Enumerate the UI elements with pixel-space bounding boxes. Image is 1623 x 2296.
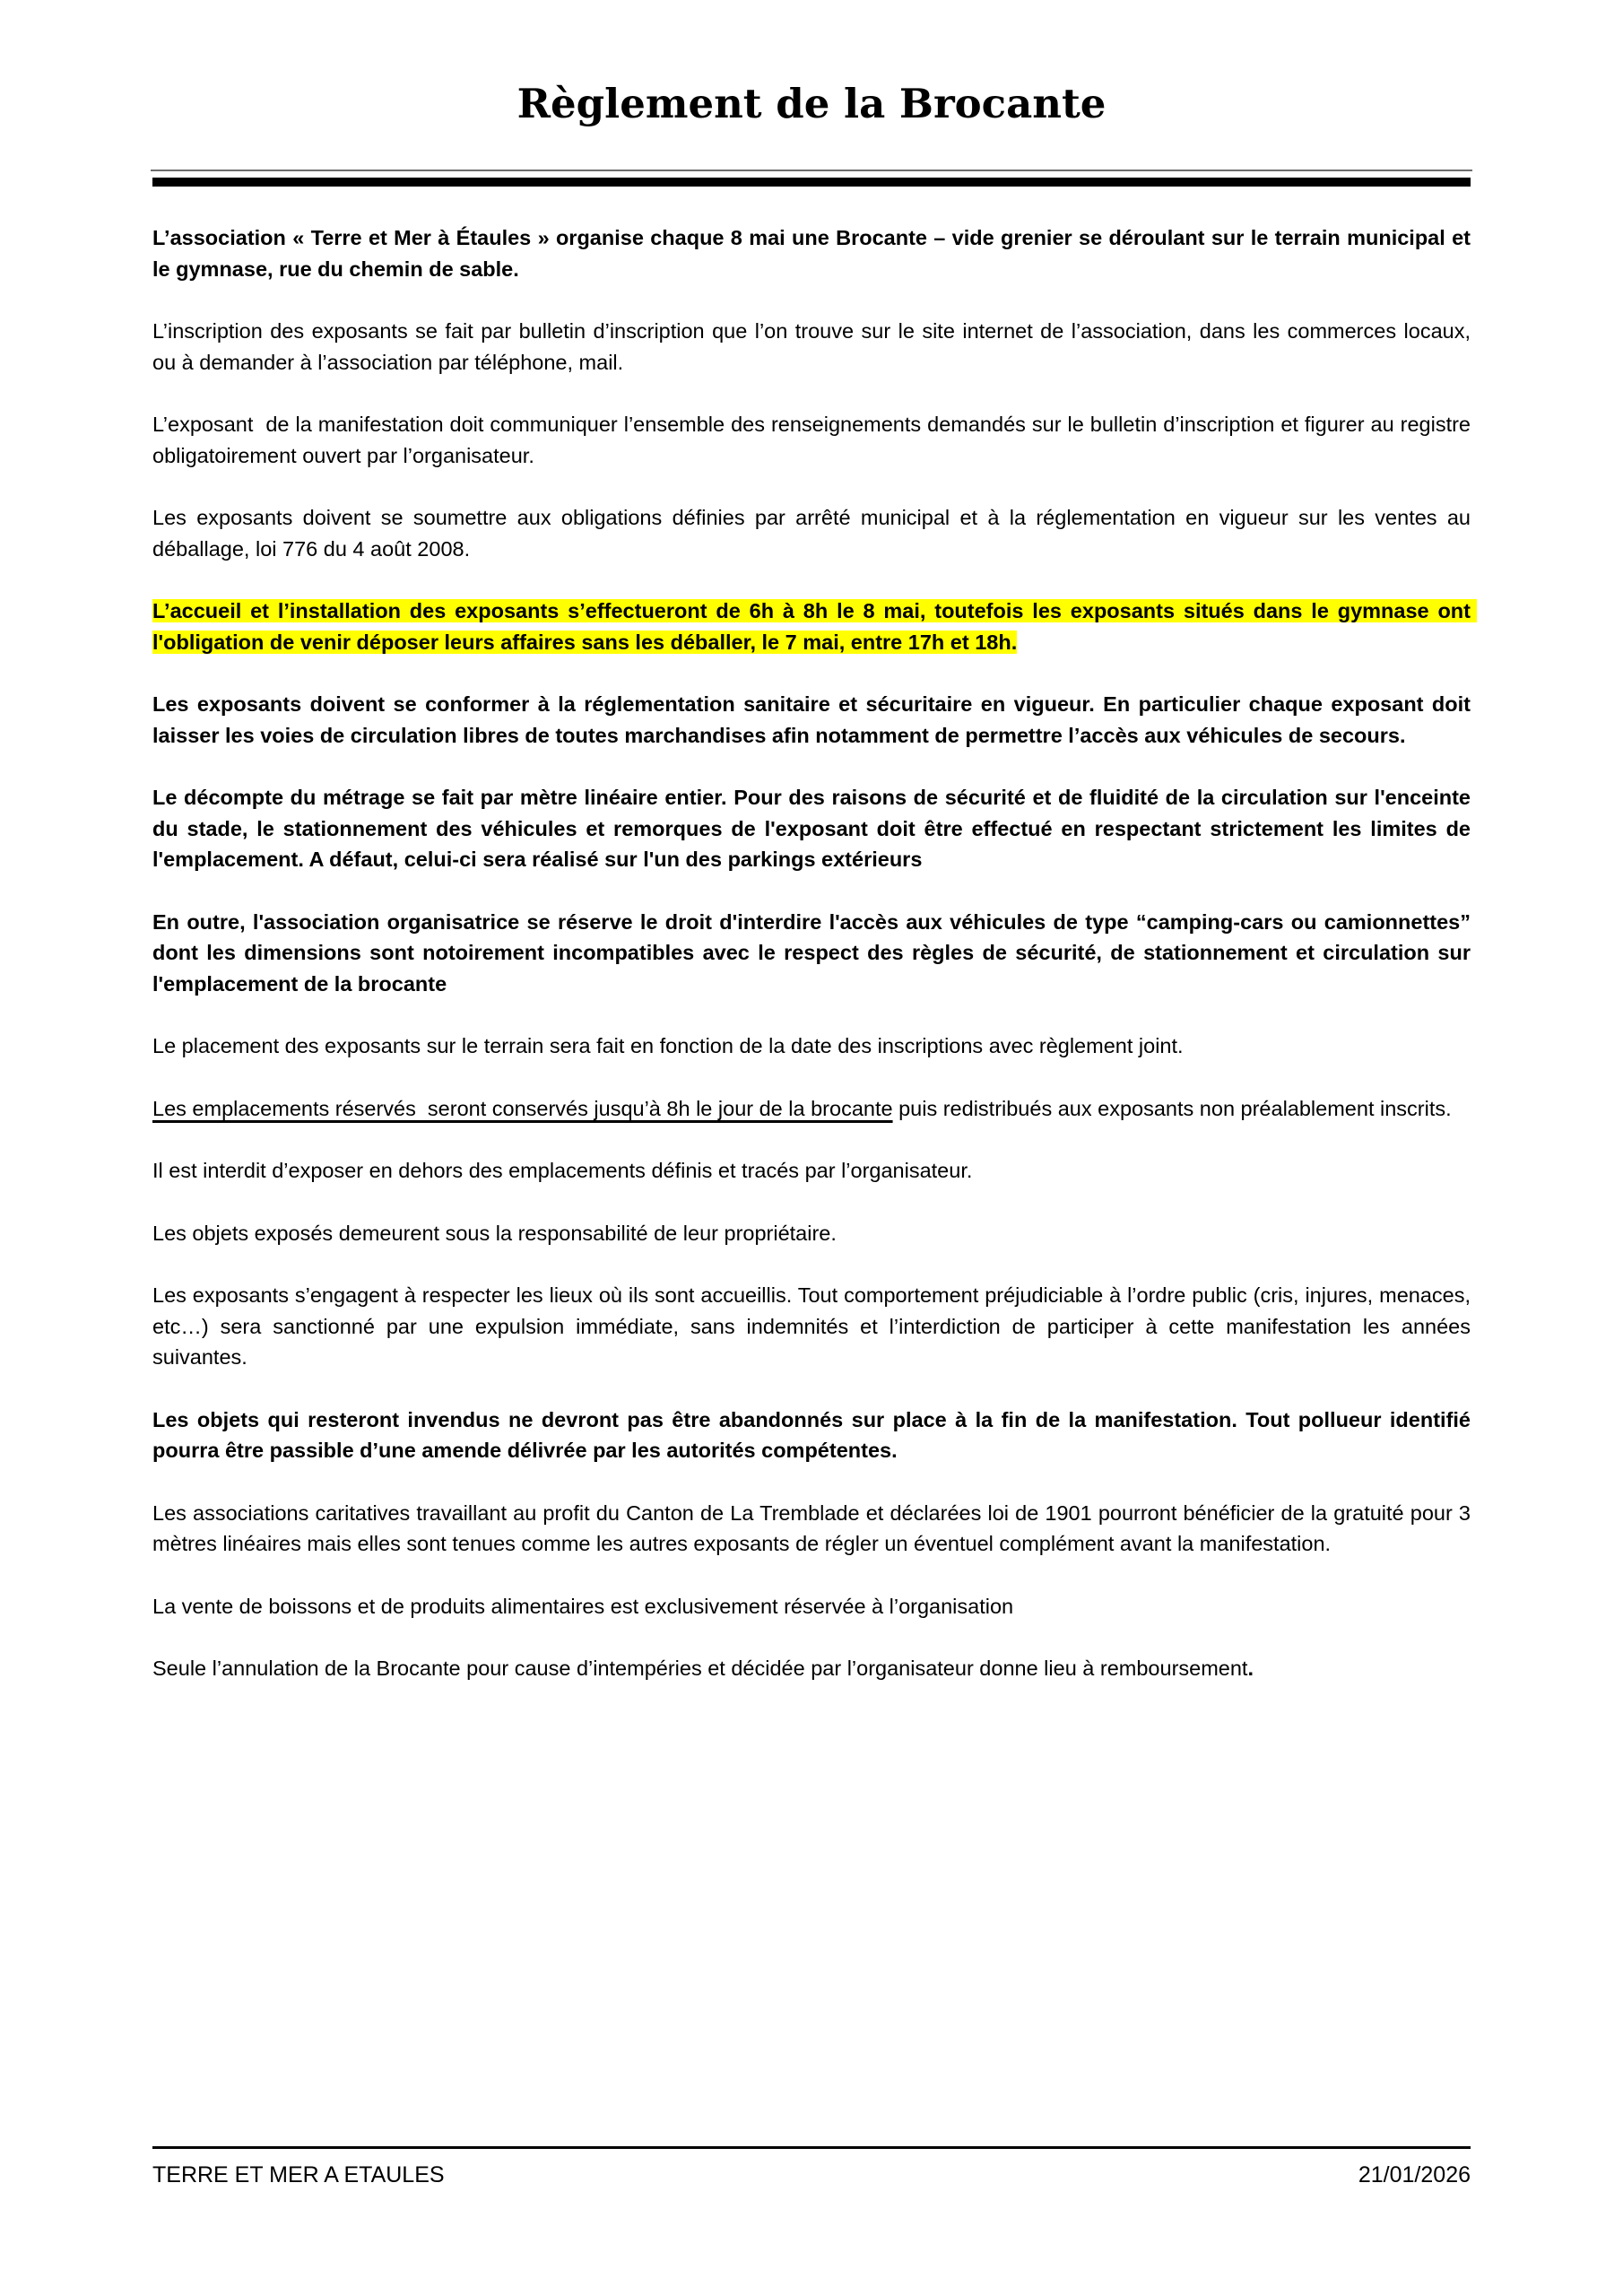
text-run: Il est interdit d’exposer en dehors des emplacements définis et tracés par l’organisateur. [152,1159,973,1182]
document-header [0,0,1623,131]
paragraph [152,596,1477,657]
paragraph [152,782,1477,875]
paragraph [152,222,1477,284]
document-footer [152,2146,1471,2188]
title-separator-thick-bar [152,178,1471,187]
footer-association-name: TERRE ET MER A ETAULES [152,2162,445,2187]
document-body [152,222,1483,1684]
page-title: Règlement de la Brocante [516,80,1107,127]
paragraph [152,1093,1471,1125]
paragraph [152,1405,1477,1466]
paragraph [152,1280,1477,1373]
text-run: Les exposants s’engagent à respecter les lieux où ils sont accueillis. Tout comportement préjudiciable à l’ordre public (cris, injures, menaces, etc…) sera sanctionné par une expulsion immédiate, sans indemnités et l’interdiction de participer à cette manifestation les années suivantes. [152,1283,1477,1369]
paragraph [152,689,1477,751]
paragraph [152,1653,1471,1684]
paragraph [152,1498,1477,1560]
text-run: Seule l’annulation de la Brocante pour cause d’intempéries et décidée par l’organisateur donne lieu à remboursement [152,1657,1248,1680]
paragraph [152,316,1483,378]
text-run: . [1247,1657,1254,1680]
paragraph [152,502,1477,564]
text-run: Les objets exposés demeurent sous la responsabilité de leur propriétaire. [152,1221,837,1245]
text-run: Les exposants doivent se soumettre aux obligations définies par arrêté municipal et à la réglementation en vigueur sur les ventes au déballage, loi 776 du 4 août 2008. [152,506,1477,561]
text-run: Les exposants doivent se conformer à la réglementation sanitaire et sécuritaire en vigueur. En particulier chaque exposant doit laisser les voies de circulation libres de toutes marchandises afin notamment de permettre l’accès aux véhicules de secours. [152,692,1477,747]
text-run: En outre, l'association organisatrice se réserve le droit d'interdire l'accès aux véhicules de type “camping-cars ou camionnettes” dont les dimensions sont notoirement incompatibles avec le respect des règles de sécurité, de stationnement et circulation sur l'emplacement de la brocante [152,909,1477,996]
title-separator-thin-line [151,170,1472,171]
footer-date: 21/01/2026 [1358,2162,1471,2187]
paragraph [152,1031,1471,1062]
paragraph [152,1218,1471,1249]
text-run: L’accueil et l’installation des exposants s’effectueront de 6h à 8h le 8 mai, toutefois les exposants situés dans le gymnase ont l'obligation de venir déposer leurs affaires sans les déballer, le 7 mai, entre 17h et 18h. [152,599,1477,654]
text-run: Les associations caritatives travaillant au profit du Canton de La Tremblade et déclarées loi de 1901 pourront bénéficier de la gratuité pour 3 mètres linéaires mais elles sont tenues comme les autres exposants de régler un éventuel complément avant la manifestation. [152,1500,1477,1555]
text-run: puis redistribués aux exposants non préalablement inscrits. [892,1096,1452,1120]
paragraph [152,1591,1471,1622]
text-run: L’association « Terre et Mer à Étaules » organise chaque 8 mai une Brocante – vide grenier se déroulant sur le terrain municipal et le gymnase, rue du chemin de sable. [152,226,1477,281]
paragraph [152,907,1477,1000]
text-run: La vente de boissons et de produits alimentaires est exclusivement réservée à l’organisation [152,1594,1014,1618]
text-run: L’inscription des exposants se fait par bulletin d’inscription que l’on trouve sur le site internet de l’association, dans les commerces locaux, ou à demander à l’association par téléphone, mail. [152,319,1483,374]
text-run: Les emplacements réservés seront conservés jusqu’à 8h le jour de la brocante [152,1096,893,1120]
paragraph [152,409,1483,471]
text-run: Le placement des exposants sur le terrain sera fait en fonction de la date des inscriptions avec règlement joint. [152,1034,1184,1057]
text-run: L’exposant de la manifestation doit communiquer l’ensemble des renseignements demandés sur le bulletin d’inscription et figurer au registre obligatoirement ouvert par l’organisateur. [152,413,1483,467]
text-run: Le décompte du métrage se fait par mètre linéaire entier. Pour des raisons de sécurité et de fluidité de la circulation sur l'enceinte du stade, le stationnement des véhicules et remorques de l'exposant doit être effectué en respectant strictement les limites de l'emplacement. A défaut, celui-ci sera réalisé sur l'un des parkings extérieurs [152,786,1477,871]
paragraph [152,1155,1471,1187]
text-run: Les objets qui resteront invendus ne devront pas être abandonnés sur place à la fin de la manifestation. Tout pollueur identifié pourra être passible d’une amende délivrée par les autorités compétentes. [152,1407,1477,1462]
